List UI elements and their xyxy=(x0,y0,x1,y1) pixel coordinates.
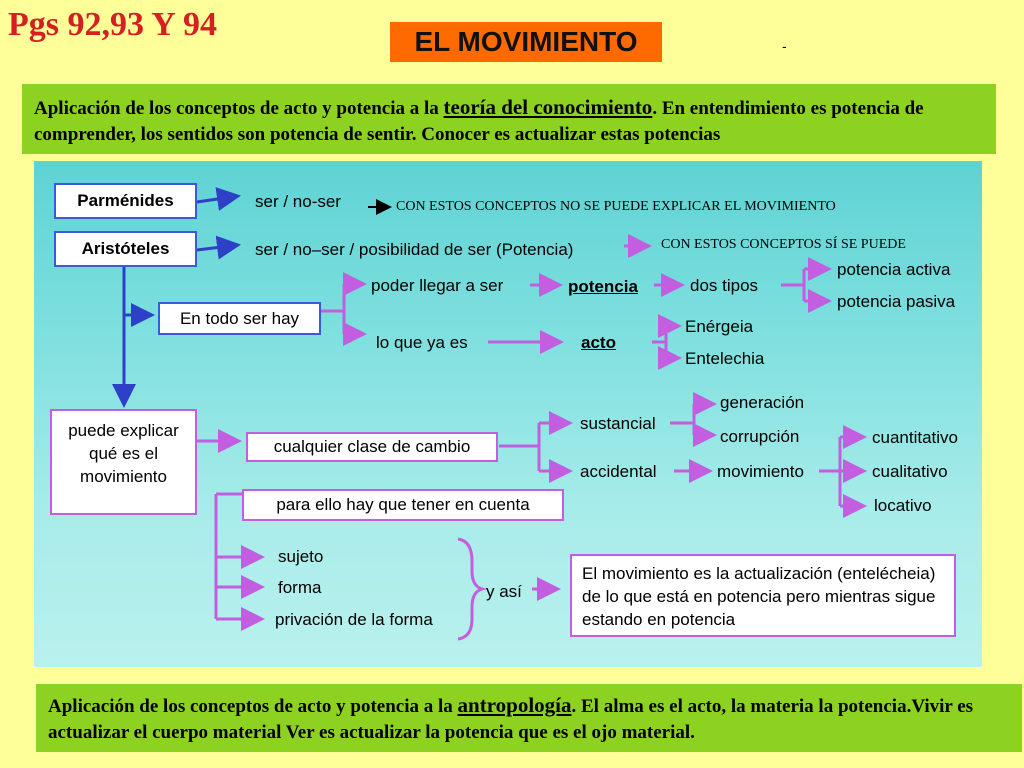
label-ser-posibilidad: ser / no–ser / posibilidad de ser (Potencia) xyxy=(255,240,574,259)
label-corrupcion: corrupción xyxy=(720,427,800,446)
label-sujeto: sujeto xyxy=(278,547,324,566)
label-privacion: privación de la forma xyxy=(275,610,433,629)
label-poder-llegar: poder llegar a ser xyxy=(371,276,504,295)
node-parmenides: Parménides xyxy=(54,183,197,219)
node-definicion: El movimiento es la actualización (entelécheia) de lo que está en potencia pero mientras sigue estando en potencia xyxy=(570,554,956,637)
top-note-highlight: teoría del conocimiento xyxy=(443,95,653,119)
concept-diagram xyxy=(34,161,982,667)
bottom-note-part1: Aplicación de los conceptos de acto y potencia a la xyxy=(48,696,458,717)
node-en-todo-ser: En todo ser hay xyxy=(158,302,321,335)
bottom-note-highlight: antropología xyxy=(457,693,572,717)
label-generacion: generación xyxy=(720,393,805,412)
node-aristoteles: Aristóteles xyxy=(54,231,197,267)
label-potencia-activa: potencia activa xyxy=(837,260,951,279)
label-acto: acto xyxy=(581,333,616,352)
node-para-ello: para ello hay que tener en cuenta xyxy=(242,489,564,521)
node-cualquier-cambio: cualquier clase de cambio xyxy=(246,432,498,462)
label-accidental: accidental xyxy=(580,462,657,481)
label-cuantitativo: cuantitativo xyxy=(872,428,958,447)
label-dos-tipos: dos tipos xyxy=(690,276,759,295)
stray-dot: - xyxy=(782,38,787,54)
label-sustancial: sustancial xyxy=(580,414,656,433)
label-lo-que-ya-es: lo que ya es xyxy=(376,333,468,352)
label-locativo: locativo xyxy=(874,496,932,515)
label-entelechia: Entelechia xyxy=(685,349,765,368)
node-puede-explicar: puede explicar qué es el movimiento xyxy=(50,409,197,515)
bottom-note-part2: . El alma es el acto, la materia la potencia.Vivir es actualizar el cuerpo material Ver es actualizar la potencia que es el ojo material. xyxy=(48,696,974,743)
label-si-puede: CON ESTOS CONCEPTOS SÍ SE PUEDE xyxy=(661,237,906,252)
label-potencia: potencia xyxy=(568,277,638,296)
label-forma: forma xyxy=(278,578,322,597)
top-note-part2: . En entendimiento es potencia de comprender, los sentidos son potencia de sentir. Conocer es actualizar estas potencias xyxy=(34,98,924,145)
label-no-explica: CON ESTOS CONCEPTOS NO SE PUEDE EXPLICAR EL MOVIMIENTO xyxy=(396,199,836,214)
label-energeia: Enérgeia xyxy=(685,317,754,336)
label-potencia-pasiva: potencia pasiva xyxy=(837,292,956,311)
top-note-part1: Aplicación de los conceptos de acto y potencia a la xyxy=(34,98,444,119)
bottom-note xyxy=(36,684,1022,752)
label-movimiento: movimiento xyxy=(717,462,804,481)
slide-title: EL MOVIMIENTO xyxy=(390,22,662,62)
page-reference: Pgs 92,93 Y 94 xyxy=(8,6,218,43)
label-cualitativo: cualitativo xyxy=(872,462,948,481)
top-note xyxy=(22,84,996,154)
label-y-asi: y así xyxy=(486,582,522,601)
label-ser-no-ser: ser / no-ser xyxy=(255,192,341,211)
